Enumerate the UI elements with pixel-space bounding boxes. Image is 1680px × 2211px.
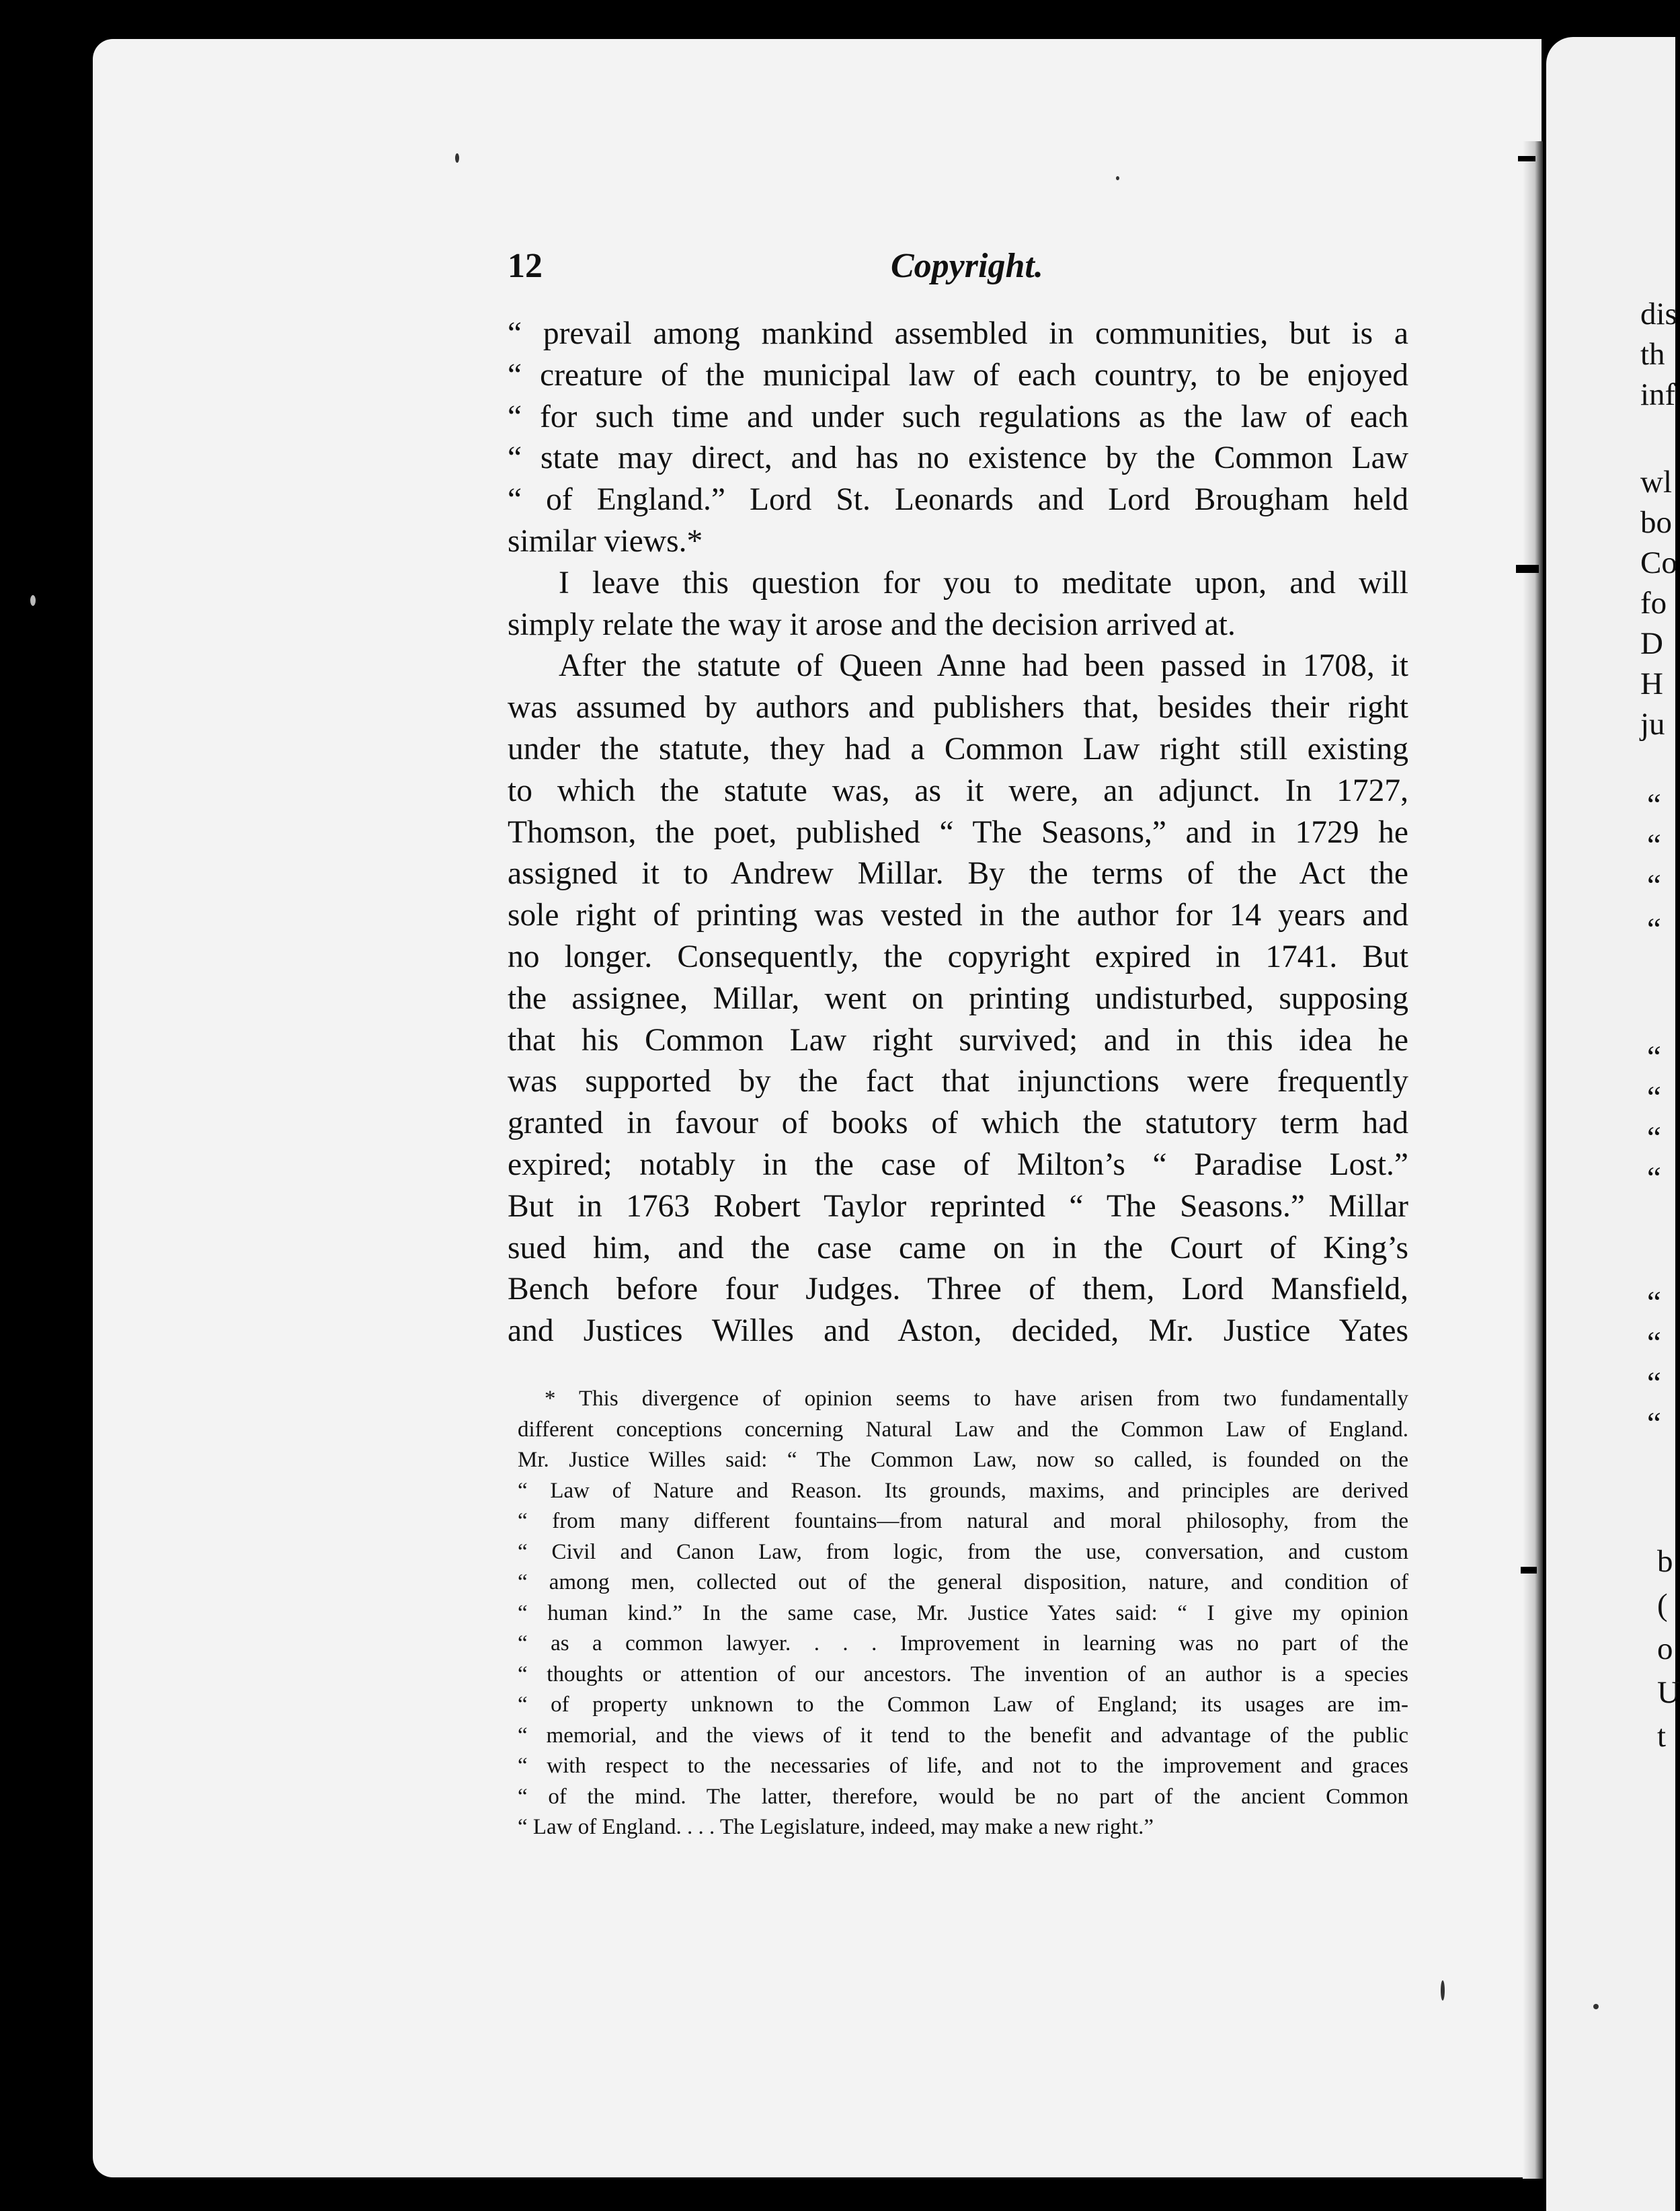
body-line: After the statute of Queen Anne had been passed in 1708, it [559,648,1408,684]
facing-fragment: “ [1647,1080,1661,1115]
body-line: sole right of printing was vested in the author for 14 years and [508,898,1408,933]
facing-fragment: Co [1640,545,1677,580]
facing-fragment: “ [1647,1406,1661,1441]
body-line: no longer. Consequently, the copyright expired in 1741. But [508,939,1408,974]
body-line: that his Common Law right survived; and in this idea he [508,1022,1408,1058]
facing-fragment: ( [1657,1588,1668,1623]
book-gutter [1523,141,1543,2179]
body-line: I leave this question for you to meditate upon, and will [559,565,1408,600]
body-line: was supported by the fact that injunctions were frequently [508,1064,1408,1099]
body-line: assigned it to Andrew Millar. By the terms of the Act the [508,856,1408,892]
page-header [508,246,1405,293]
facing-fragment: inf [1640,377,1676,412]
body-line: But in 1763 Robert Taylor reprinted “ The Seasons.” Millar [508,1188,1408,1224]
body-line: to which the statute was, as it were, an adjunct. In 1727, [508,773,1408,808]
body-line: simply relate the way it arose and the decision arrived at. [508,607,1236,642]
facing-fragment: th [1640,337,1665,372]
body-line: expired; notably in the case of Milton’s “ Paradise Lost.” [508,1147,1408,1182]
footnote-line: different conceptions concerning Natural Law and the Common Law of England. [518,1417,1408,1442]
facing-fragment: “ [1647,828,1661,863]
scan-speck [1441,1980,1445,2001]
facing-fragment: “ [1647,1325,1661,1360]
gutter-mark-low [1521,1567,1537,1574]
body-line: “ prevail among mankind assembled in communities, but is a [508,316,1408,351]
body-line: “ of England.” Lord St. Leonards and Lord Brougham held [508,482,1408,518]
footnote-line: * This divergence of opinion seems to have arisen from two fundamentally [545,1387,1408,1411]
body-line: “ for such time and under such regulations as the law of each [508,399,1408,434]
facing-fragment: “ [1647,1161,1661,1196]
running-title: Copyright. [891,247,1043,285]
scan-speck [1593,2004,1599,2009]
facing-fragment: U [1657,1675,1680,1710]
footnote-line: “ human kind.” In the same case, Mr. Justice Yates said: “ I give my opinion [518,1600,1408,1625]
facing-fragment: o [1657,1631,1673,1666]
footnote-line: “ thoughts or attention of our ancestors. The invention of an author is a species [518,1662,1408,1686]
body-line: Thomson, the poet, published “ The Seasons,” and in 1729 he [508,814,1408,850]
page-number: 12 [508,247,543,285]
body-line: granted in favour of books of which the statutory term had [508,1106,1408,1141]
scan-speck [455,153,459,163]
body-line: and Justices Willes and Aston, decided, Mr. Justice Yates [508,1313,1408,1349]
facing-fragment: “ [1647,787,1661,822]
footnote-line: “ among men, collected out of the general disposition, nature, and condition of [518,1570,1408,1594]
body-line: the assignee, Millar, went on printing undisturbed, supposing [508,980,1408,1016]
facing-fragment: ju [1640,707,1665,742]
footnote-line: Mr. Justice Willes said: “ The Common Law, now so called, is founded on the [518,1448,1408,1472]
footnote-line: “ with respect to the necessaries of life, and not to the improvement and graces [518,1754,1408,1778]
body-line: sued him, and the case came on in the Court of King’s [508,1230,1408,1266]
facing-fragment: wl [1640,465,1672,500]
body-line: similar views.* [508,523,703,559]
gutter-mark-mid [1516,565,1539,573]
facing-fragment: “ [1647,1285,1661,1320]
footnote-line: “ memorial, and the views of it tend to the benefit and advantage of the public [518,1723,1408,1748]
footnote-line: “ of property unknown to the Common Law of England; its usages are im- [518,1693,1408,1717]
scan-speck [1116,176,1119,180]
facing-fragment: dis [1640,297,1677,332]
footnote-line: “ of the mind. The latter, therefore, would be no part of the ancient Common [518,1784,1408,1809]
footnote-line: “ Law of England. . . . The Legislature, indeed, may make a new right.” [518,1815,1154,1839]
facing-fragment: H [1640,666,1663,701]
footnote-line: “ Law of Nature and Reason. Its grounds, maxims, and principles are derived [518,1478,1408,1503]
facing-fragment: b [1657,1544,1673,1579]
scan-speck [30,595,36,606]
body-line: “ creature of the municipal law of each country, to be enjoyed [508,357,1408,393]
facing-fragment: “ [1647,1040,1661,1075]
body-line: under the statute, they had a Common Law right still existing [508,731,1408,767]
gutter-mark-top [1518,156,1535,161]
facing-fragment: t [1657,1719,1667,1754]
body-line: Bench before four Judges. Three of them, Lord Mansfield, [508,1272,1408,1307]
footnote-line: “ as a common lawyer. . . . Improvement in learning was no part of the [518,1631,1408,1656]
facing-fragment: “ [1647,1120,1661,1155]
facing-fragment: “ [1647,868,1661,903]
body-line: “ state may direct, and has no existence by the Common Law [508,440,1408,476]
body-line: was assumed by authors and publishers that, besides their right [508,690,1408,726]
facing-fragment: bo [1640,505,1672,540]
facing-fragment: “ [1647,1366,1661,1401]
footnote [518,1384,1408,1843]
facing-fragment: fo [1640,586,1667,621]
facing-fragment: “ [1647,912,1661,947]
facing-fragment: D [1640,626,1663,661]
footnote-line: “ Civil and Canon Law, from logic, from the use, conversation, and custom [518,1539,1408,1564]
footnote-line: “ from many different fountains—from natural and moral philosophy, from the [518,1509,1408,1533]
body-text [508,313,1408,1352]
